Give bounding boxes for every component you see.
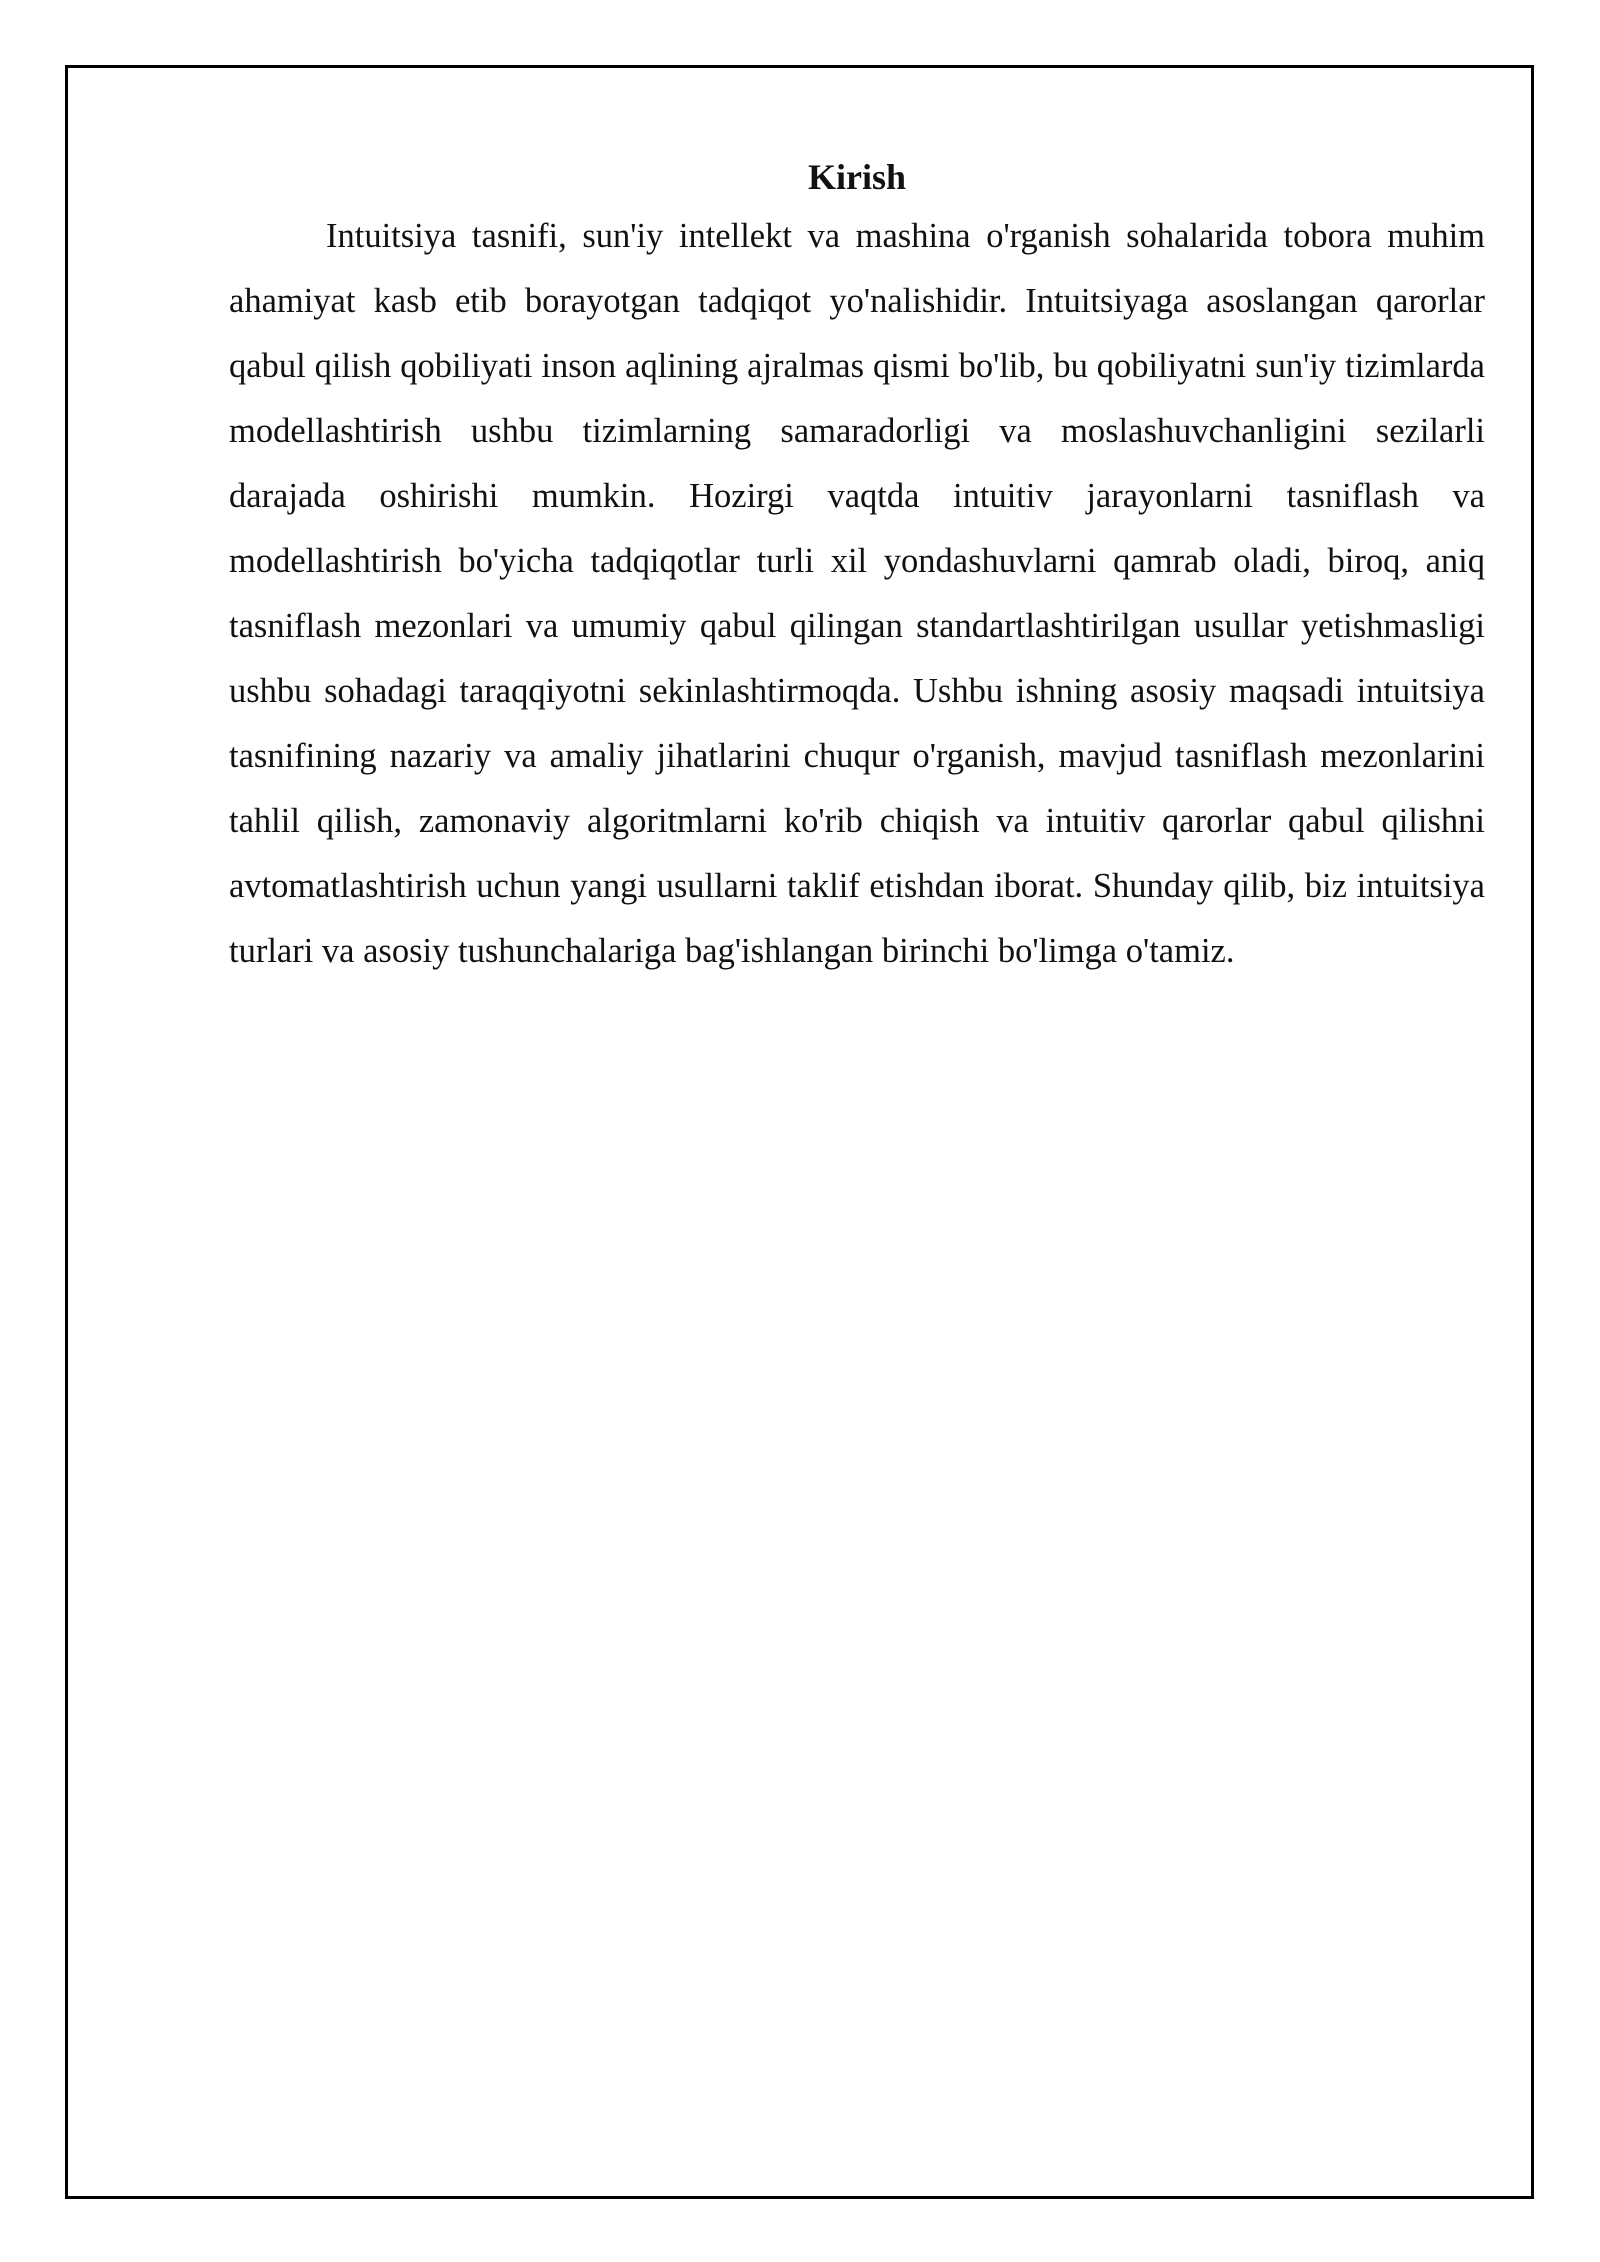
- section-heading: Kirish: [807, 157, 906, 197]
- document-body: [229, 150, 1485, 984]
- intro-paragraph: Intuitsiya tasnifi, sun'iy intellekt va mashina o'rganish sohalarida tobora muhim ahamiyat kasb etib borayotgan tadqiqot yo'nalishidir. Intuitsiyaga asoslangan qarorlar qabul qilish qobiliyati inson aqlining ajralmas qismi bo'lib, bu qobiliyatni sun'iy tizimlarda modellashtirish ushbu tizimlarning samaradorligi va moslashuvchanligini sezilarli darajada oshirishi mumkin. Hozirgi vaqtda intuitiv jarayonlarni tasniflash va modellashtirish bo'yicha tadqiqotlar turli xil yondashuvlarni qamrab oladi, biroq, aniq tasniflash mezonlari va umumiy qabul qilingan standartlashtirilgan usullar yetishmasligi ushbu sohadagi taraqqiyotni sekinlashtirmoqda. Ushbu ishning asosiy maqsadi intuitsiya tasnifining nazariy va amaliy jihatlarini chuqur o'rganish, mavjud tasniflash mezonlarini tahlil qilish, zamonaviy algoritmlarni ko'rib chiqish va intuitiv qarorlar qabul qilishni avtomatlashtirish uchun yangi usullarni taklif etishdan iborat. Shunday qilib, biz intuitsiya turlari va asosiy tushunchalariga bag'ishlangan birinchi bo'limga o'tamiz.: [229, 217, 1485, 970]
